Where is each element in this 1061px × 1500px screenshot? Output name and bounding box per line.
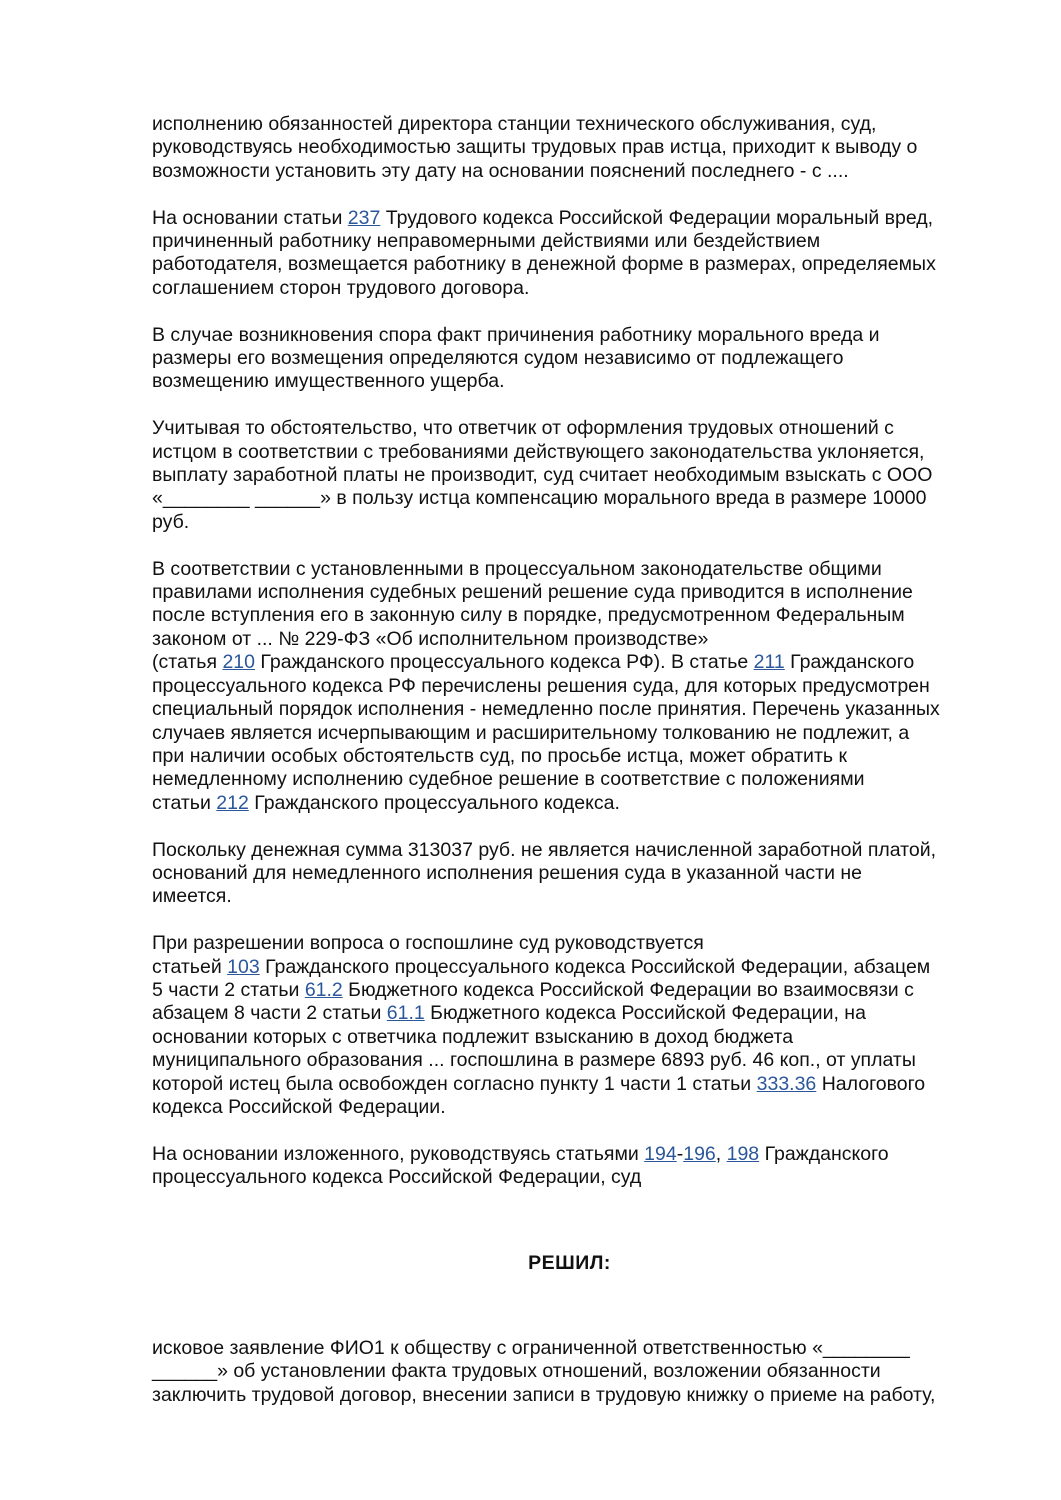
text-span: Налогового кодекса Российской Федерации. <box>152 1072 926 1118</box>
text-span: Гражданского процессуального кодекса Российской Федерации, суд <box>152 1142 889 1189</box>
paragraph-7 <box>152 932 987 1119</box>
paragraph-1: исполнению обязанностей директора станции технического обслуживания, суд, руководствуясь необходимостью защиты трудовых прав истца, приходит к выводу о возможности установить эту дату на основании пояснений последнего - с .... <box>152 113 918 182</box>
text-span: Гражданского процессуального кодекса РФ). В статье <box>255 651 754 674</box>
text-span: Гражданского процессуального кодекса. <box>248 791 620 814</box>
article-link-103[interactable]: 103 <box>227 955 260 978</box>
article-link-237[interactable]: 237 <box>347 206 381 229</box>
text-span: Бюджетного кодекса Российской Федерации, на основании которых с ответчика подлежит взысканию в доход бюджета муниципального образования ... госпошлина в размере 6893 руб. 46 коп., от уплаты которой истец была освобожден согласно пункту 1 части 1 статьи <box>152 1002 916 1095</box>
text-span: Трудового кодекса Российской Федерации моральный вред, причиненный работнику неправомерными действиями или бездействием работодателя, возмещается работнику в денежной форме в размерах, определяемых соглашением сторон трудового договора. <box>152 206 936 299</box>
text-span: В соответствии с установленными в процессуальном законодательстве общими правилами исполнения судебных решений решение суда приводится в исполнение после вступления его в законную силу в порядке, предусмотренном Федеральным законом от ... № 229-ФЗ «Об исполнительном производстве» (статья <box>152 557 913 674</box>
text-span: Гражданского процессуального кодекса Российской Федерации, абзацем 5 части 2 статьи <box>152 955 931 1001</box>
article-link-61-1[interactable]: 61.1 <box>386 1002 425 1025</box>
paragraph-8 <box>152 1143 987 1190</box>
paragraph-6: Поскольку денежная сумма 313037 руб. не является начисленной заработной платой, оснований для немедленного исполнения решения суда в указанной части не имеется. <box>152 838 937 908</box>
text-span: , <box>715 1142 727 1165</box>
text-span: На основании статьи <box>152 206 348 229</box>
article-link-198[interactable]: 198 <box>726 1142 760 1165</box>
text-span: - <box>676 1142 684 1165</box>
article-link-196[interactable]: 196 <box>683 1142 716 1165</box>
paragraph-4: Учитывая то обстоятельство, что ответчик от оформления трудовых отношений с истцом в соответствии с требованиями действующего законодательства уклоняется, выплату заработной платы не производит, суд считает необходимым взыскать с ООО «________ ______» в пользу истца компенсацию морального вреда в размере 10000 руб. <box>152 417 933 533</box>
text-span: Гражданского процессуального кодекса РФ перечислены решения суда, для которых предусмотрен специальный порядок исполнения - немедленно после принятия. Перечень указанных случаев является исчерпывающим и расширительному толкованию не подлежит, а при наличии особых обстоятельств суд, по просьбе истца, может обратить к немедленному исполнению судебное решение в соответствие с положениями статьи <box>152 651 940 814</box>
paragraph-5 <box>152 558 987 815</box>
article-link-61-2[interactable]: 61.2 <box>304 978 343 1001</box>
paragraph-2 <box>152 207 987 301</box>
article-link-194[interactable]: 194 <box>644 1142 677 1165</box>
article-link-333-36[interactable]: 333.36 <box>756 1072 817 1095</box>
text-span: При разрешении вопроса о госпошлине суд руководствуется статьей <box>152 932 704 978</box>
document-page <box>152 113 987 1431</box>
article-link-210[interactable]: 210 <box>222 651 255 674</box>
text-span: На основании изложенного, руководствуясь статьями <box>152 1142 645 1165</box>
decision-heading: РЕШИЛ: <box>528 1251 611 1274</box>
article-link-211[interactable]: 211 <box>753 651 785 674</box>
paragraph-3: В случае возникновения спора факт причинения работнику морального вреда и размеры его возмещения определяются судом независимо от подлежащего возмещению имущественного ущерба. <box>152 323 880 393</box>
text-span: Бюджетного кодекса Российской Федерации во взаимосвязи с абзацем 8 части 2 статьи <box>152 978 914 1025</box>
article-link-212[interactable]: 212 <box>216 791 249 814</box>
paragraph-9: исковое заявление ФИО1 к обществу с ограниченной ответственностью «________ ______» об установлении факта трудовых отношений, возложении обязанности заключить трудовой договор, внесении записи в трудовую книжку о приеме на работу, <box>152 1336 936 1406</box>
